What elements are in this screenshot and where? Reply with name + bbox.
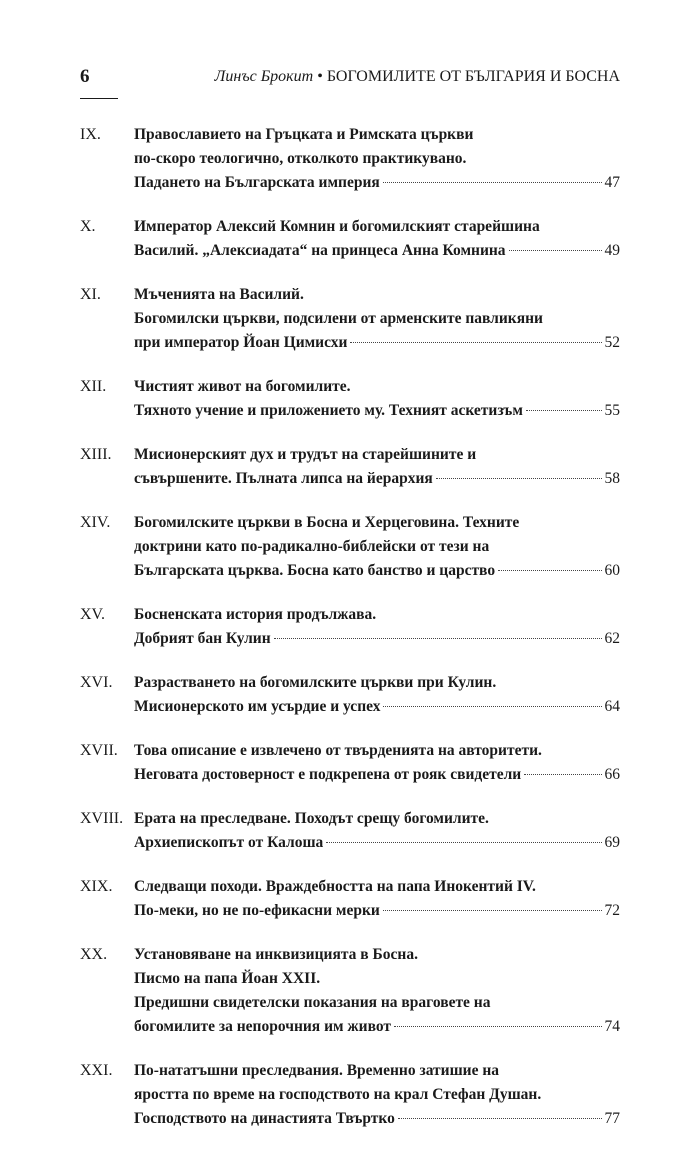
page-reference: 52 <box>604 334 620 351</box>
dot-leader <box>383 910 602 911</box>
chapter-title-last-line <box>134 763 620 787</box>
chapter-title-last-line <box>134 831 620 855</box>
dot-leader <box>383 706 601 707</box>
chapter-title-line: Установяване на инквизицията в Босна. <box>134 946 418 963</box>
chapter-title <box>134 1059 620 1131</box>
chapter-number: XVI. <box>80 674 113 691</box>
page-reference: 49 <box>604 242 620 259</box>
chapter-title-line: Богомилските църкви в Босна и Херцеговина. Техните <box>134 514 520 531</box>
toc-entry <box>80 375 620 423</box>
chapter-number: XIX. <box>80 878 113 895</box>
dot-leader <box>524 774 601 775</box>
chapter-title-line: Писмо на папа Йоан XXII. <box>134 970 321 987</box>
chapter-title-line: Разрастването на богомилските църкви при Кулин. <box>134 674 497 691</box>
toc-entry <box>80 875 620 923</box>
page-header <box>80 66 620 94</box>
page-number-rule <box>80 98 118 99</box>
chapter-number: XVIII. <box>80 810 124 827</box>
chapter-number: XI. <box>80 286 101 303</box>
chapter-title-line: По-меки, но не по-ефикасни мерки <box>134 902 380 919</box>
page-reference: 64 <box>604 698 620 715</box>
dot-leader <box>509 250 602 251</box>
running-head <box>215 68 620 86</box>
chapter-title-last-line <box>134 171 620 195</box>
chapter-title-line: Босненската история продължава. <box>134 606 377 623</box>
chapter-title-last-line <box>134 239 620 263</box>
page-reference: 77 <box>604 1110 620 1127</box>
dot-leader <box>383 182 602 183</box>
toc-entry <box>80 807 620 855</box>
chapter-title-last-line <box>134 559 620 583</box>
chapter-title <box>134 215 620 263</box>
page-reference: 60 <box>604 562 620 579</box>
toc-entry <box>80 671 620 719</box>
chapter-number: XIII. <box>80 446 112 463</box>
chapter-title <box>134 283 620 355</box>
chapter-title-line: Това описание е извлечено от твърденията на авторитети. <box>134 742 542 759</box>
dot-leader <box>326 842 601 843</box>
chapter-number: IX. <box>80 126 101 143</box>
chapter-title-line: Предишни свидетелски показания на враговете на <box>134 994 491 1011</box>
chapter-title-line: Следващи походи. Враждебността на папа Инокентий IV. <box>134 878 536 895</box>
chapter-title-line: Мъченията на Василий. <box>134 286 304 303</box>
chapter-title <box>134 375 620 423</box>
chapter-title-line: Ерата на преследване. Походът срещу богомилите. <box>134 810 489 827</box>
running-head-separator: • <box>317 68 323 85</box>
running-head-author: Линъс Брокит <box>214 68 314 85</box>
chapter-number: XV. <box>80 606 106 623</box>
chapter-title-line: Мисионерският дух и трудът на старейшините и <box>134 446 477 463</box>
chapter-title-line: Архиепископът от Калоша <box>134 834 324 851</box>
dot-leader <box>350 342 601 343</box>
chapter-title <box>134 511 620 583</box>
toc-entry <box>80 739 620 787</box>
chapter-number: XIV. <box>80 514 111 531</box>
toc-entry <box>80 283 620 355</box>
chapter-title-line: Православието на Гръцката и Римската църкви <box>134 126 474 143</box>
page-reference: 47 <box>604 174 620 191</box>
toc-entry <box>80 603 620 651</box>
chapter-title <box>134 671 620 719</box>
page-reference: 72 <box>604 902 620 919</box>
chapter-title-last-line <box>134 331 620 355</box>
chapter-title-line: Добрият бан Кулин <box>134 630 271 647</box>
dot-leader <box>498 570 601 571</box>
chapter-title-last-line <box>134 399 620 423</box>
chapter-title <box>134 443 620 491</box>
toc-entry <box>80 443 620 491</box>
chapter-title-last-line <box>134 627 620 651</box>
chapter-title-line: Мисионерското им усърдие и успех <box>134 698 381 715</box>
toc-entry <box>80 943 620 1039</box>
chapter-number: XII. <box>80 378 107 395</box>
chapter-title-line: Чистият живот на богомилите. <box>134 378 351 395</box>
page-number: 6 <box>80 66 90 87</box>
dot-leader <box>398 1118 602 1119</box>
dot-leader <box>274 638 602 639</box>
table-of-contents <box>80 123 620 1151</box>
chapter-title-line: при император Йоан Цимисхи <box>134 334 348 351</box>
dot-leader <box>436 478 602 479</box>
running-head-title: БОГОМИЛИТЕ ОТ БЪЛГАРИЯ И БОСНА <box>326 68 620 85</box>
chapter-title-last-line <box>134 695 620 719</box>
toc-entry <box>80 511 620 583</box>
chapter-title-line: по-скоро теологично, отколкото практикувано. <box>134 150 467 167</box>
chapter-title <box>134 603 620 651</box>
toc-entry <box>80 123 620 195</box>
chapter-number: XX. <box>80 946 108 963</box>
chapter-title-line: Българската църква. Босна като банство и царство <box>134 562 496 579</box>
chapter-title-line: Василий. „Алексиадата“ на принцеса Анна Комнина <box>134 242 506 259</box>
chapter-title-last-line <box>134 1015 620 1039</box>
page-reference: 69 <box>604 834 620 851</box>
toc-entry <box>80 1059 620 1131</box>
chapter-title-line: доктрини като по-радикално-библейски от тези на <box>134 538 490 555</box>
page-reference: 55 <box>604 402 620 419</box>
page-reference: 66 <box>604 766 620 783</box>
page-reference: 74 <box>604 1018 620 1035</box>
chapter-number: XXI. <box>80 1062 113 1079</box>
chapter-title <box>134 943 620 1039</box>
chapter-title-last-line <box>134 899 620 923</box>
chapter-title-line: Богомилски църкви, подсилени от арменските павликяни <box>134 310 543 327</box>
chapter-number: X. <box>80 218 96 235</box>
chapter-title <box>134 807 620 855</box>
page-reference: 62 <box>604 630 620 647</box>
chapter-title-last-line <box>134 1107 620 1131</box>
chapter-title-last-line <box>134 467 620 491</box>
toc-entry <box>80 215 620 263</box>
chapter-title-line: богомилите за непорочния им живот <box>134 1018 392 1035</box>
chapter-title <box>134 875 620 923</box>
chapter-title-line: Тяхното учение и приложението му. Техният аскетизъм <box>134 402 523 419</box>
page-reference: 58 <box>604 470 620 487</box>
chapter-title-line: Господството на династията Твъртко <box>134 1110 395 1127</box>
chapter-title-line: яростта по време на господството на крал Стефан Душан. <box>134 1086 542 1103</box>
chapter-title <box>134 739 620 787</box>
chapter-title-line: Император Алексий Комнин и богомилският старейшина <box>134 218 540 235</box>
dot-leader <box>526 410 602 411</box>
chapter-title-line: Падането на Българската империя <box>134 174 380 191</box>
chapter-title-line: съвършените. Пълната липса на йерархия <box>134 470 433 487</box>
chapter-title-line: По-нататъшни преследвания. Временно затишие на <box>134 1062 500 1079</box>
chapter-number: XVII. <box>80 742 118 759</box>
chapter-title-line: Неговата достоверност е подкрепена от рояк свидетели <box>134 766 522 783</box>
chapter-title <box>134 123 620 195</box>
dot-leader <box>394 1026 601 1027</box>
